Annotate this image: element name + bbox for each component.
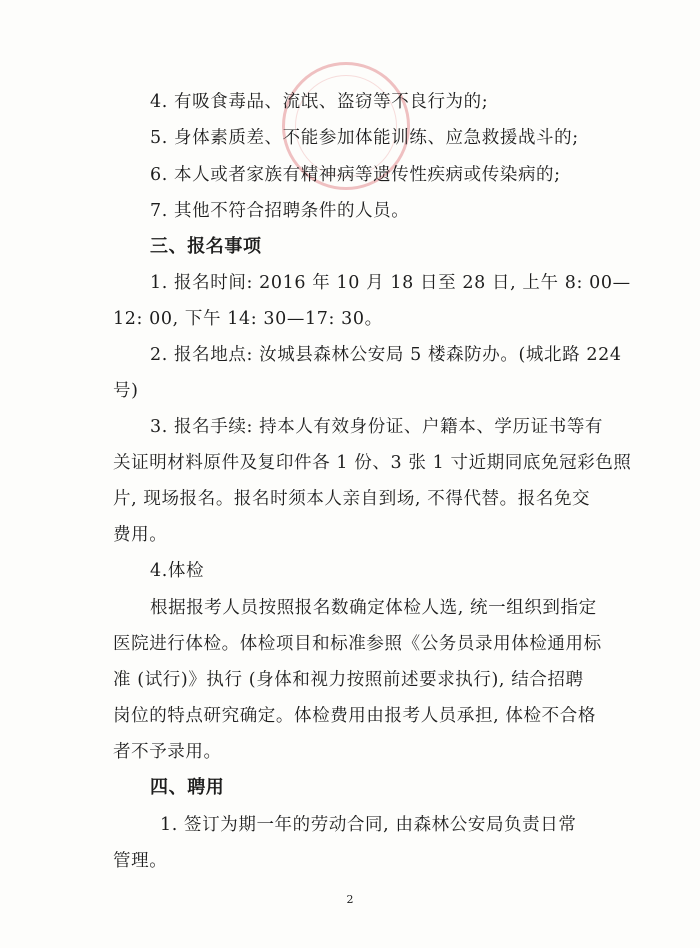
registration-procedure-line3: 片, 现场报名。报名时须本人亲自到场, 不得代替。报名免交 bbox=[113, 489, 591, 509]
section-heading-registration: 三、报名事项 bbox=[150, 236, 262, 257]
employment-line2: 管理。 bbox=[113, 851, 168, 871]
physical-exam-line3: 准 (试行)》执行 (身体和视力按照前述要求执行), 结合招聘 bbox=[113, 670, 584, 690]
list-item: 5. 身体素质差、不能参加体能训练、应急救援战斗的; bbox=[150, 128, 579, 148]
registration-procedure-line4: 费用。 bbox=[113, 525, 168, 545]
list-item: 6. 本人或者家族有精神病等遗传性疾病或传染病的; bbox=[150, 165, 561, 185]
section-heading-employment: 四、聘用 bbox=[150, 777, 225, 798]
registration-time-line1: 1. 报名时间: 2016 年 10 月 18 日至 28 日, 上午 8: 00— bbox=[150, 273, 631, 293]
page-number: 2 bbox=[346, 893, 354, 906]
registration-time-line2: 12: 00, 下午 14: 30—17: 30。 bbox=[113, 309, 383, 329]
employment-line1: 1. 签订为期一年的劳动合同, 由森林公安局负责日常 bbox=[160, 815, 577, 835]
list-item: 7. 其他不符合招聘条件的人员。 bbox=[150, 201, 410, 221]
registration-procedure-line1: 3. 报名手续: 持本人有效身份证、户籍本、学历证书等有 bbox=[150, 417, 604, 437]
registration-place-line2: 号) bbox=[113, 381, 139, 401]
physical-exam-line2: 医院进行体检。体检项目和标准参照《公务员录用体检通用标 bbox=[113, 634, 602, 654]
list-item: 4. 有吸食毒品、流氓、盗窃等不良行为的; bbox=[150, 92, 489, 112]
physical-exam-line1: 根据报考人员按照报名数确定体检人选, 统一组织到指定 bbox=[150, 598, 597, 618]
registration-procedure-line2: 关证明材料原件及复印件各 1 份、3 张 1 寸近期同底免冠彩色照 bbox=[113, 453, 632, 473]
registration-place-line1: 2. 报名地点: 汝城县森林公安局 5 楼森防办。(城北路 224 bbox=[150, 345, 622, 365]
physical-exam-line5: 者不予录用。 bbox=[113, 742, 222, 762]
subsection-heading-physical-exam: 4.体检 bbox=[150, 561, 205, 581]
physical-exam-line4: 岗位的特点研究确定。体检费用由报考人员承担, 体检不合格 bbox=[113, 706, 596, 726]
